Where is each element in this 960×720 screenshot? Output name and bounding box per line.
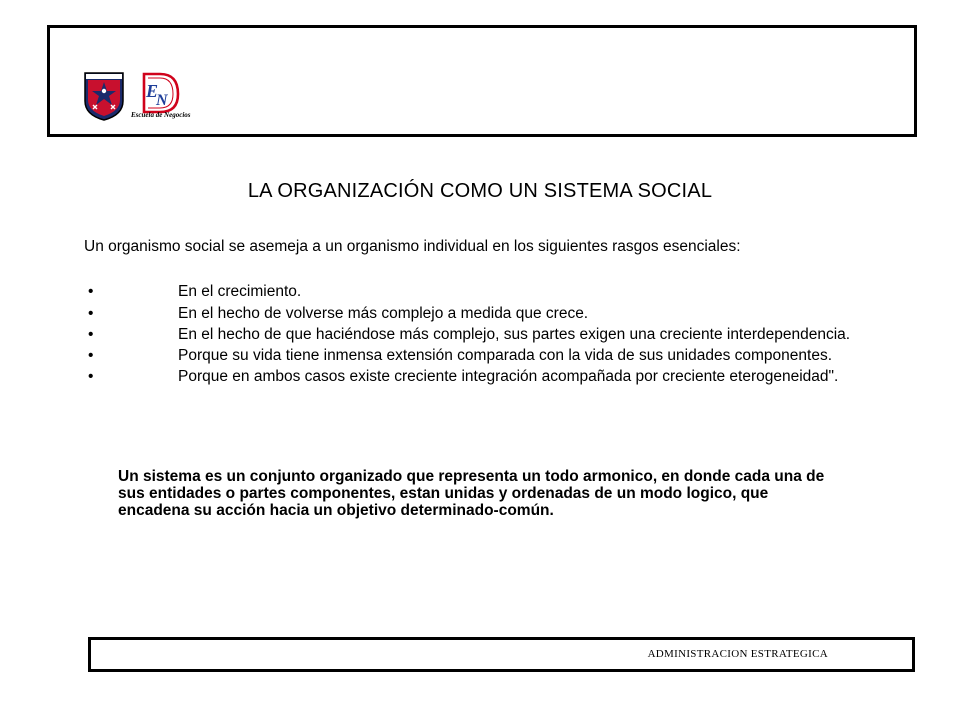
- bullet-icon: •: [88, 283, 94, 300]
- svg-text:E: E: [146, 81, 159, 101]
- list-item-text: Porque su vida tiene inmensa extensión comparada con la vida de sus unidades componentes.: [178, 347, 832, 364]
- bullet-list: [84, 284, 884, 390]
- intro-paragraph: Un organismo social se asemeja a un organismo individual en los siguientes rasgos esenciales:: [84, 238, 741, 255]
- bullet-icon: •: [88, 347, 94, 364]
- footer-label: ADMINISTRACION ESTRATEGICA: [647, 648, 828, 660]
- footer-box: [88, 637, 915, 672]
- list-item-text: En el crecimiento.: [178, 283, 302, 300]
- list-item-text: En el hecho de volverse más complejo a medida que crece.: [178, 305, 589, 322]
- school-shield-icon: [83, 71, 125, 121]
- list-item: [84, 348, 884, 363]
- list-item: [84, 306, 884, 321]
- svg-text:N: N: [156, 92, 168, 109]
- page-title: LA ORGANIZACIÓN COMO UN SISTEMA SOCIAL: [247, 180, 713, 202]
- logo-caption: Escuela de Negocios: [131, 111, 191, 119]
- list-item-text: Porque en ambos casos existe creciente integración acompañada por creciente eterogeneidad".: [178, 368, 839, 385]
- list-item: [84, 284, 884, 299]
- bullet-icon: •: [88, 368, 94, 385]
- list-item: [84, 327, 884, 342]
- header-box: [47, 25, 917, 137]
- bullet-icon: •: [88, 305, 94, 322]
- bullet-icon: •: [88, 326, 94, 343]
- list-item-text: En el hecho de que haciéndose más complejo, sus partes exigen una creciente interdependencia.: [178, 326, 851, 343]
- definition-paragraph: Un sistema es un conjunto organizado que representa un todo armonico, en donde cada una de sus entidades o partes componentes, estan unidas y ordenadas de un modo logico, que encadena su acción hacia un objetivo determinado-común.: [118, 468, 825, 519]
- list-item: [84, 369, 884, 384]
